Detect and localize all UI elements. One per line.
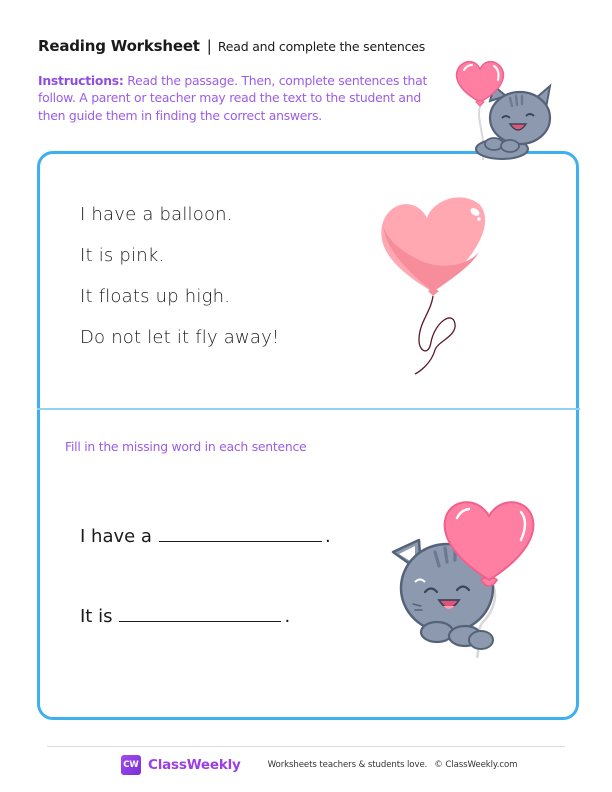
reading-passage (80, 200, 279, 364)
exercise-prompt: Fill in the missing word in each sentence (65, 439, 307, 454)
section-divider (37, 408, 580, 410)
worksheet-subtitle: Read and complete the sentences (217, 39, 426, 54)
worksheet-header (38, 37, 425, 55)
classweekly-logo-icon: CW (121, 755, 141, 775)
worksheet-title: Reading Worksheet (38, 37, 200, 55)
cat-with-heart-balloon-icon (450, 56, 560, 161)
instructions-label: Instructions: (38, 73, 124, 88)
sentence-end: . (324, 526, 331, 547)
fill-in-sentence (80, 526, 331, 547)
passage-line: It is pink. (80, 245, 165, 266)
fill-in-sentence (80, 606, 290, 627)
heart-balloon-icon (375, 192, 495, 377)
footer (121, 755, 517, 775)
sentence-start: I have a (80, 526, 152, 547)
passage-line: I have a balloon. (80, 204, 233, 225)
answer-blank[interactable] (159, 527, 322, 542)
footer-tagline: Worksheets teachers & students love. (267, 760, 428, 770)
footer-copyright: © ClassWeekly.com (434, 760, 518, 770)
instructions (38, 72, 438, 124)
instructions-text: Read the passage. Then, complete sentences that follow. A parent or teacher may read the text to the student and then guide them in finding the correct answers. (38, 73, 428, 123)
answer-blank[interactable] (119, 607, 281, 622)
cat-with-heart-balloon-icon (385, 492, 545, 662)
sentence-end: . (284, 606, 291, 627)
footer-divider (47, 746, 565, 747)
brand-name: ClassWeekly (148, 757, 241, 773)
sentence-start: It is (80, 606, 113, 627)
header-separator: | (206, 37, 212, 55)
passage-line: It floats up high. (80, 286, 231, 307)
passage-line: Do not let it fly away! (80, 327, 280, 348)
